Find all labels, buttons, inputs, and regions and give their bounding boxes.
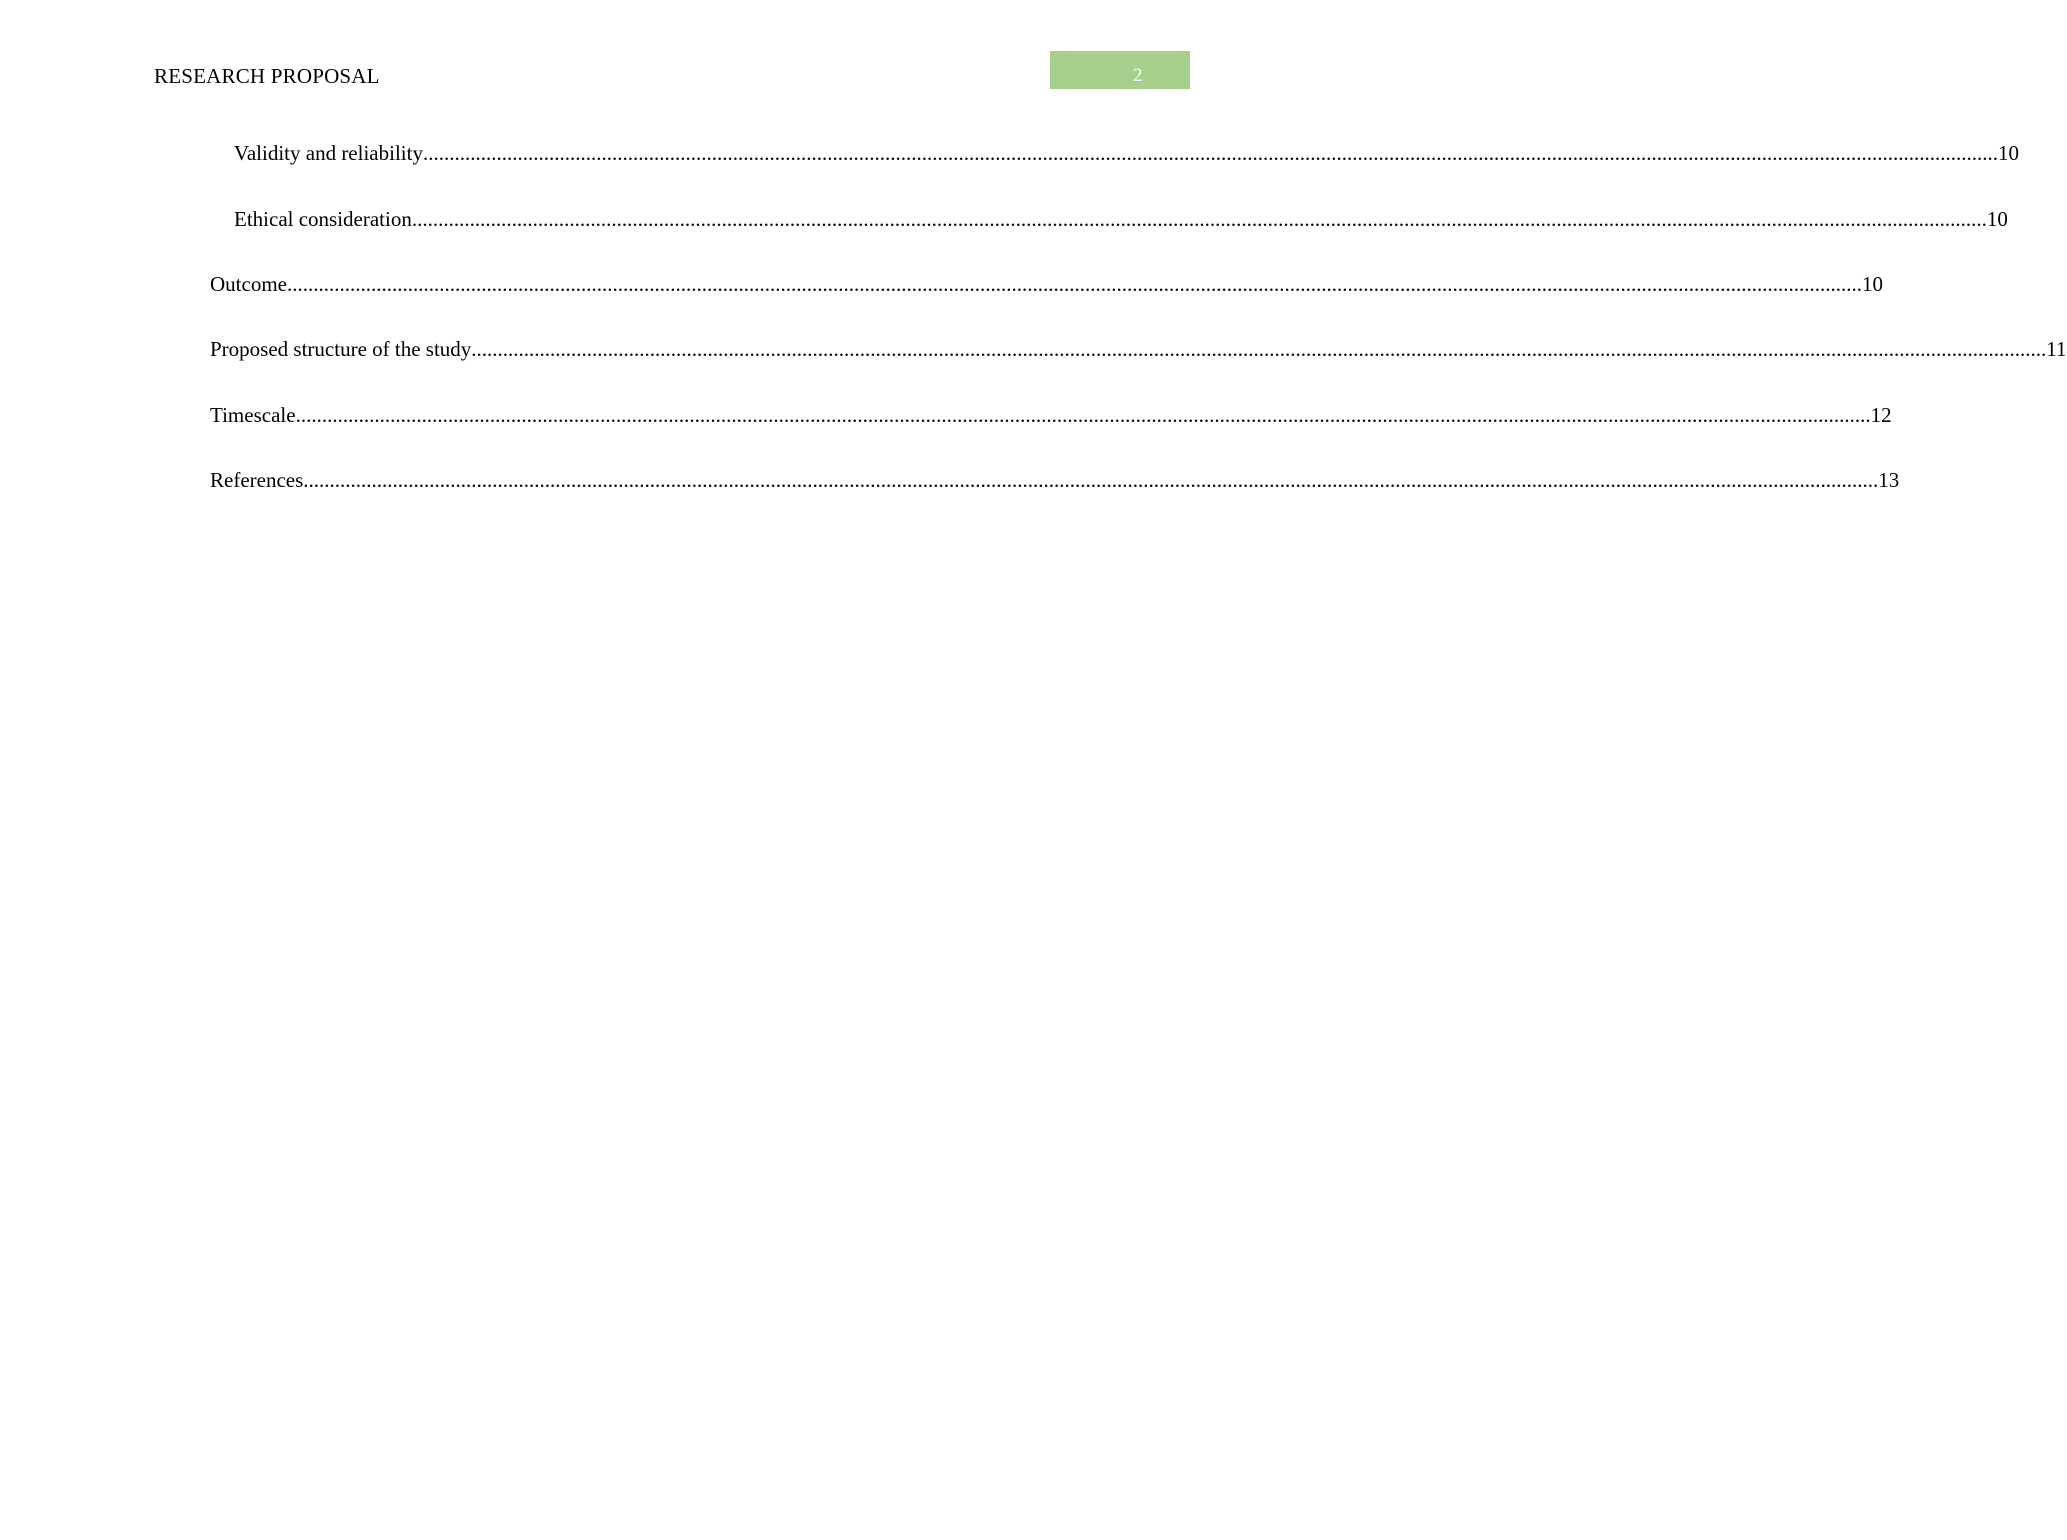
- toc-dot-leader: ............................................................................................................................................................................................................................................................................................................: [303, 468, 1879, 492]
- toc-entry-validity-and-reliability[interactable]: [234, 138, 2019, 168]
- toc-entry-text: Timescale: [210, 403, 296, 427]
- toc-dot-leader: ............................................................................................................................................................................................................................................................................................................: [471, 337, 2047, 361]
- toc-dot-leader: ............................................................................................................................................................................................................................................................................................................: [422, 141, 1998, 165]
- toc-entry-text: Proposed structure of the study: [210, 337, 472, 361]
- toc-entry-text: Ethical consideration: [234, 207, 412, 231]
- toc-entry-page: 10: [1997, 141, 2019, 165]
- toc-dot-leader: ............................................................................................................................................................................................................................................................................................................: [286, 272, 1862, 296]
- toc-entry-page: 13: [1878, 468, 1900, 492]
- toc-entry-text: Validity and reliability: [234, 141, 423, 165]
- toc-entry-outcome[interactable]: [210, 269, 1883, 299]
- toc-entry-page: 10: [1861, 272, 1883, 296]
- toc-dot-leader: ............................................................................................................................................................................................................................................................................................................: [411, 207, 1987, 231]
- page-number: 2: [1133, 65, 1143, 86]
- toc-entry-text: References: [210, 468, 304, 492]
- toc-dot-leader: ............................................................................................................................................................................................................................................................................................................: [295, 403, 1871, 427]
- toc-entry-proposed-structure[interactable]: [210, 334, 2067, 364]
- toc-entry-page: 10: [1986, 207, 2008, 231]
- running-header-title: RESEARCH PROPOSAL: [154, 64, 380, 88]
- toc-entry-timescale[interactable]: [210, 400, 1892, 430]
- toc-entry-page: 12: [1870, 403, 1892, 427]
- toc-entry-page: 11: [2046, 337, 2067, 361]
- toc-entry-ethical-consideration[interactable]: [234, 204, 2008, 234]
- toc-entry-references[interactable]: [210, 465, 1900, 495]
- toc-entry-text: Outcome: [210, 272, 287, 296]
